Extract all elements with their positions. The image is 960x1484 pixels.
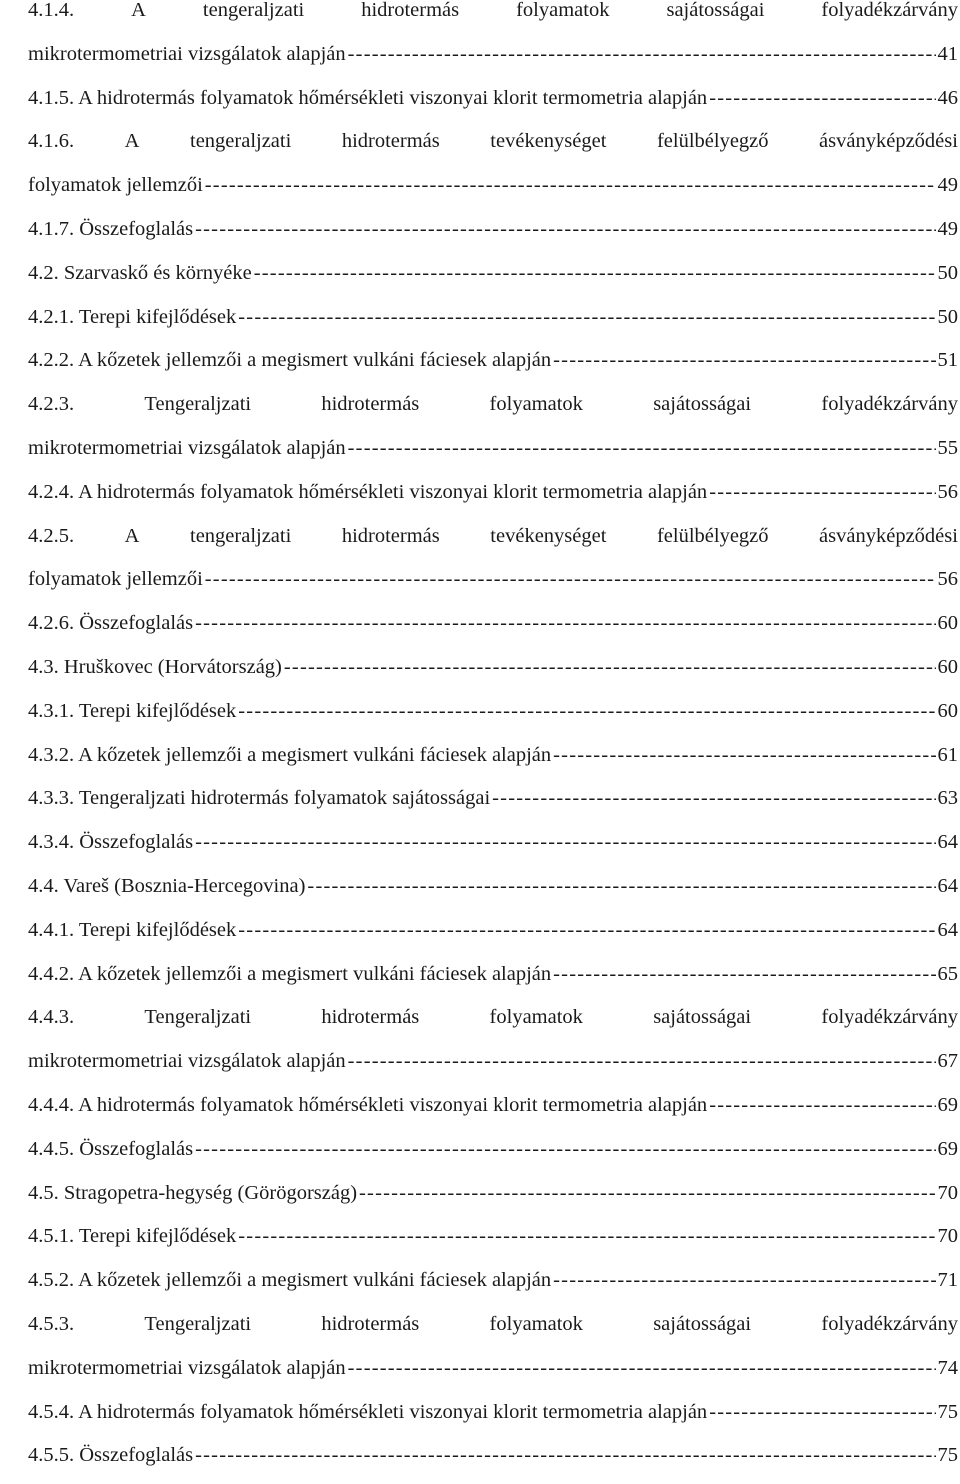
toc-page-number[interactable]: 71 <box>937 1269 958 1292</box>
toc-page-number[interactable]: 69 <box>937 1137 958 1160</box>
toc-entry-heading-line <box>28 0 958 39</box>
toc-entry-title[interactable]: 4.4. Vareš (Bosznia-Hercegovina) <box>28 874 306 897</box>
toc-entry-heading-line <box>28 521 958 565</box>
dash-leader <box>195 214 935 244</box>
toc-entry[interactable] <box>28 126 958 214</box>
toc-page-number[interactable]: 70 <box>937 1225 958 1248</box>
toc-entry-title[interactable]: 4.4.1. Terepi kifejlődések <box>28 918 237 941</box>
dash-leader <box>553 1265 935 1295</box>
toc-entry[interactable] <box>28 302 958 346</box>
toc-entry-row <box>28 477 958 521</box>
toc-entry-title[interactable]: 4.2.4. A hidrotermás folyamatok hőmérsékleti viszonyai klorit termometria alapján <box>28 480 708 503</box>
toc-heading-word: folyadékzárvány <box>821 1312 958 1335</box>
dash-leader <box>359 1178 935 1208</box>
dash-leader <box>348 433 936 463</box>
toc-entry-row <box>28 915 958 959</box>
toc-page-number[interactable]: 64 <box>937 874 958 897</box>
toc-entry[interactable] <box>28 83 958 127</box>
toc-entry[interactable] <box>28 1397 958 1441</box>
toc-heading-word: A <box>131 0 146 21</box>
toc-heading-word: folyamatok <box>516 0 610 21</box>
toc-heading-word: tevékenységet <box>490 130 607 153</box>
toc-page-number[interactable]: 56 <box>937 480 958 503</box>
toc-heading-word: 4.5.3. <box>28 1312 75 1335</box>
toc-page-number[interactable]: 64 <box>937 918 958 941</box>
toc-heading-word: felülbélyegző <box>656 524 769 547</box>
toc-entry-title[interactable]: 4.1.5. A hidrotermás folyamatok hőmérsékleti viszonyai klorit termometria alapján <box>28 86 708 109</box>
dash-leader <box>492 783 935 813</box>
toc-page-number[interactable]: 51 <box>937 349 958 372</box>
toc-heading-word: A <box>124 524 140 547</box>
toc-entry-row <box>28 827 958 871</box>
dash-leader <box>238 1221 935 1251</box>
toc-entry-row <box>28 564 958 608</box>
toc-page-number[interactable]: 75 <box>937 1444 958 1467</box>
toc-entry[interactable] <box>28 652 958 696</box>
toc-page-number[interactable]: 50 <box>937 261 958 284</box>
toc-entry-title[interactable]: 4.4.5. Összefoglalás <box>28 1137 194 1160</box>
toc-entry-row <box>28 433 958 477</box>
dash-leader <box>709 1090 935 1120</box>
toc-heading-word: 4.4.3. <box>28 1006 75 1029</box>
toc-entry-row <box>28 1046 958 1090</box>
toc-heading-word: sajátosságai <box>653 393 752 416</box>
toc-heading-word: ásványképződési <box>819 130 958 153</box>
toc-heading-word: Tengeraljzati <box>144 1312 252 1335</box>
toc-entry-title[interactable]: 4.3. Hruškovec (Horvátország) <box>28 655 282 678</box>
dash-leader <box>348 1353 936 1383</box>
toc-entry-row <box>28 1178 958 1222</box>
toc-entry-row <box>28 302 958 346</box>
toc-entry-title[interactable]: 4.1.7. Összefoglalás <box>28 217 194 240</box>
toc-page-number[interactable]: 60 <box>937 699 958 722</box>
toc-entry[interactable] <box>28 915 958 959</box>
toc-entry-title[interactable]: 4.5.5. Összefoglalás <box>28 1444 194 1467</box>
toc-entry-heading-line <box>28 126 958 170</box>
toc-entry-title[interactable]: 4.3.1. Terepi kifejlődések <box>28 699 237 722</box>
toc-page-number[interactable]: 60 <box>937 655 958 678</box>
toc-page-number[interactable]: 55 <box>937 436 958 459</box>
toc-entry[interactable] <box>28 389 958 477</box>
toc-entry[interactable] <box>28 345 958 389</box>
toc-entry-row <box>28 696 958 740</box>
toc-heading-word: hidrotermás <box>321 1312 420 1335</box>
toc-heading-word: hidrotermás <box>361 0 460 21</box>
toc-entry[interactable] <box>28 521 958 609</box>
dash-leader <box>553 959 935 989</box>
toc-entry[interactable] <box>28 871 958 915</box>
toc-entry-row <box>28 1265 958 1309</box>
dash-leader <box>205 564 936 594</box>
toc-heading-word: folyadékzárvány <box>821 393 958 416</box>
toc-entry-row <box>28 83 958 127</box>
toc-entry-row <box>28 871 958 915</box>
dash-leader <box>553 345 935 375</box>
toc-heading-word: Tengeraljzati <box>144 1006 252 1029</box>
toc-heading-word: folyamatok <box>489 393 583 416</box>
toc-page-number[interactable]: 70 <box>937 1181 958 1204</box>
toc-entry[interactable] <box>28 1265 958 1309</box>
toc-entry-title[interactable]: 4.2.2. A kőzetek jellemzői a megismert vulkáni fáciesek alapján <box>28 349 552 372</box>
toc-entry-row <box>28 1090 958 1134</box>
toc-heading-word: tengeraljzati <box>190 524 292 547</box>
dash-leader <box>284 652 936 682</box>
dash-leader <box>348 39 936 69</box>
toc-entry-row <box>28 170 958 214</box>
toc-entry-title[interactable]: 4.5. Stragopetra-hegység (Görögország) <box>28 1181 358 1204</box>
toc-heading-word: hidrotermás <box>321 393 420 416</box>
toc-entry[interactable] <box>28 258 958 302</box>
toc-page-number[interactable]: 60 <box>937 612 958 635</box>
toc-entry[interactable] <box>28 1309 958 1397</box>
toc-heading-word: folyamatok <box>489 1312 583 1335</box>
toc-entry-row <box>28 39 958 83</box>
toc-entry-title[interactable]: mikrotermometriai vizsgálatok alapján <box>28 1356 346 1379</box>
toc-entry[interactable] <box>28 783 958 827</box>
toc-heading-word: tengeraljzati <box>190 130 292 153</box>
toc-entry-row <box>28 740 958 784</box>
dash-leader <box>205 170 936 200</box>
toc-page-number[interactable]: 75 <box>937 1400 958 1423</box>
toc-page-number[interactable]: 49 <box>937 174 958 197</box>
toc-entry-title[interactable]: mikrotermometriai vizsgálatok alapján <box>28 1050 346 1073</box>
toc-page-number[interactable]: 64 <box>937 831 958 854</box>
dash-leader <box>195 608 935 638</box>
toc-entry-title[interactable]: 4.5.2. A kőzetek jellemzői a megismert vulkáni fáciesek alapján <box>28 1269 552 1292</box>
toc-entry[interactable] <box>28 1090 958 1134</box>
toc-entry-title[interactable]: 4.3.2. A kőzetek jellemzői a megismert vulkáni fáciesek alapján <box>28 743 552 766</box>
toc-entry-title[interactable]: mikrotermometriai vizsgálatok alapján <box>28 42 346 65</box>
toc-page-number[interactable]: 67 <box>937 1050 958 1073</box>
dash-leader <box>307 871 935 901</box>
toc-entry-row <box>28 1134 958 1178</box>
dash-leader <box>709 1397 935 1427</box>
dash-leader <box>553 740 935 770</box>
toc-heading-word: hidrotermás <box>341 130 440 153</box>
toc-entry-row <box>28 652 958 696</box>
toc-page-number[interactable]: 61 <box>937 743 958 766</box>
toc-entry-row <box>28 258 958 302</box>
toc-heading-word: 4.2.5. <box>28 524 75 547</box>
toc-entry-heading-line <box>28 389 958 433</box>
toc-heading-word: folyadékzárvány <box>821 0 958 21</box>
toc-heading-word: tevékenységet <box>490 524 607 547</box>
toc-entry-title[interactable]: 4.2. Szarvaskő és környéke <box>28 261 252 284</box>
dash-leader <box>348 1046 936 1076</box>
toc-page-number[interactable]: 63 <box>937 787 958 810</box>
toc-entry-row <box>28 345 958 389</box>
toc-entry-title[interactable]: 4.2.1. Terepi kifejlődések <box>28 305 237 328</box>
toc-page-number[interactable]: 49 <box>937 217 958 240</box>
toc-page-number[interactable]: 74 <box>937 1356 958 1379</box>
dash-leader <box>709 83 935 113</box>
toc-entry[interactable] <box>28 0 958 83</box>
toc-entry-heading-line <box>28 1309 958 1353</box>
dash-leader <box>709 477 935 507</box>
toc-entry[interactable] <box>28 1440 958 1484</box>
toc-heading-word: ásványképződési <box>819 524 958 547</box>
toc-entry-title[interactable]: 4.3.3. Tengeraljzati hidrotermás folyamatok sajátosságai <box>28 787 491 810</box>
toc-heading-word: 4.1.6. <box>28 130 75 153</box>
toc-heading-word: hidrotermás <box>341 524 440 547</box>
toc-page-number[interactable]: 56 <box>937 568 958 591</box>
toc-page-number[interactable]: 69 <box>937 1093 958 1116</box>
toc-page-number[interactable]: 46 <box>937 86 958 109</box>
toc-entry[interactable] <box>28 214 958 258</box>
dash-leader <box>254 258 936 288</box>
toc-entry-title[interactable]: mikrotermometriai vizsgálatok alapján <box>28 436 346 459</box>
toc-entry-title[interactable]: folyamatok jellemzői <box>28 174 203 197</box>
toc-entry-row <box>28 1221 958 1265</box>
toc-entry-row <box>28 1397 958 1441</box>
toc-heading-word: sajátosságai <box>666 0 765 21</box>
table-of-contents <box>28 0 958 1484</box>
toc-entry-row <box>28 959 958 1003</box>
toc-entry[interactable] <box>28 477 958 521</box>
toc-entry-row <box>28 214 958 258</box>
toc-heading-word: sajátosságai <box>653 1312 752 1335</box>
toc-heading-word: 4.1.4. <box>28 0 75 21</box>
toc-entry[interactable] <box>28 608 958 652</box>
toc-entry[interactable] <box>28 1221 958 1265</box>
toc-heading-word: tengeraljzati <box>202 0 305 21</box>
toc-page-number[interactable]: 41 <box>937 42 958 65</box>
toc-heading-word: sajátosságai <box>653 1006 752 1029</box>
toc-page-number[interactable]: 65 <box>937 962 958 985</box>
toc-entry-row <box>28 608 958 652</box>
dash-leader <box>238 915 935 945</box>
toc-entry-title[interactable]: 4.5.4. A hidrotermás folyamatok hőmérsékleti viszonyai klorit termometria alapján <box>28 1400 708 1423</box>
toc-entry[interactable] <box>28 1134 958 1178</box>
toc-entry-title[interactable]: 4.5.1. Terepi kifejlődések <box>28 1225 237 1248</box>
toc-entry-row <box>28 1440 958 1484</box>
toc-entry-title[interactable]: 4.2.6. Összefoglalás <box>28 612 194 635</box>
toc-heading-word: hidrotermás <box>321 1006 420 1029</box>
toc-heading-word: folyadékzárvány <box>821 1006 958 1029</box>
toc-entry-heading-line <box>28 1002 958 1046</box>
toc-entry-row <box>28 1353 958 1397</box>
toc-entry-title[interactable]: folyamatok jellemzői <box>28 568 203 591</box>
dash-leader <box>195 827 935 857</box>
toc-heading-word: 4.2.3. <box>28 393 75 416</box>
toc-entry[interactable] <box>28 696 958 740</box>
toc-entry[interactable] <box>28 1002 958 1090</box>
toc-entry[interactable] <box>28 1178 958 1222</box>
dash-leader <box>195 1440 935 1470</box>
toc-entry-title[interactable]: 4.4.4. A hidrotermás folyamatok hőmérsékleti viszonyai klorit termometria alapján <box>28 1093 708 1116</box>
toc-heading-word: folyamatok <box>489 1006 583 1029</box>
dash-leader <box>238 302 935 332</box>
toc-entry-title[interactable]: 4.3.4. Összefoglalás <box>28 831 194 854</box>
toc-entry[interactable] <box>28 827 958 871</box>
toc-heading-word: Tengeraljzati <box>144 393 252 416</box>
dash-leader <box>195 1134 935 1164</box>
toc-entry-title[interactable]: 4.4.2. A kőzetek jellemzői a megismert vulkáni fáciesek alapján <box>28 962 552 985</box>
toc-entry-row <box>28 783 958 827</box>
toc-heading-word: A <box>124 130 140 153</box>
toc-page-number[interactable]: 50 <box>937 305 958 328</box>
dash-leader <box>238 696 935 726</box>
toc-entry[interactable] <box>28 959 958 1003</box>
toc-heading-word: felülbélyegző <box>656 130 769 153</box>
toc-entry[interactable] <box>28 740 958 784</box>
